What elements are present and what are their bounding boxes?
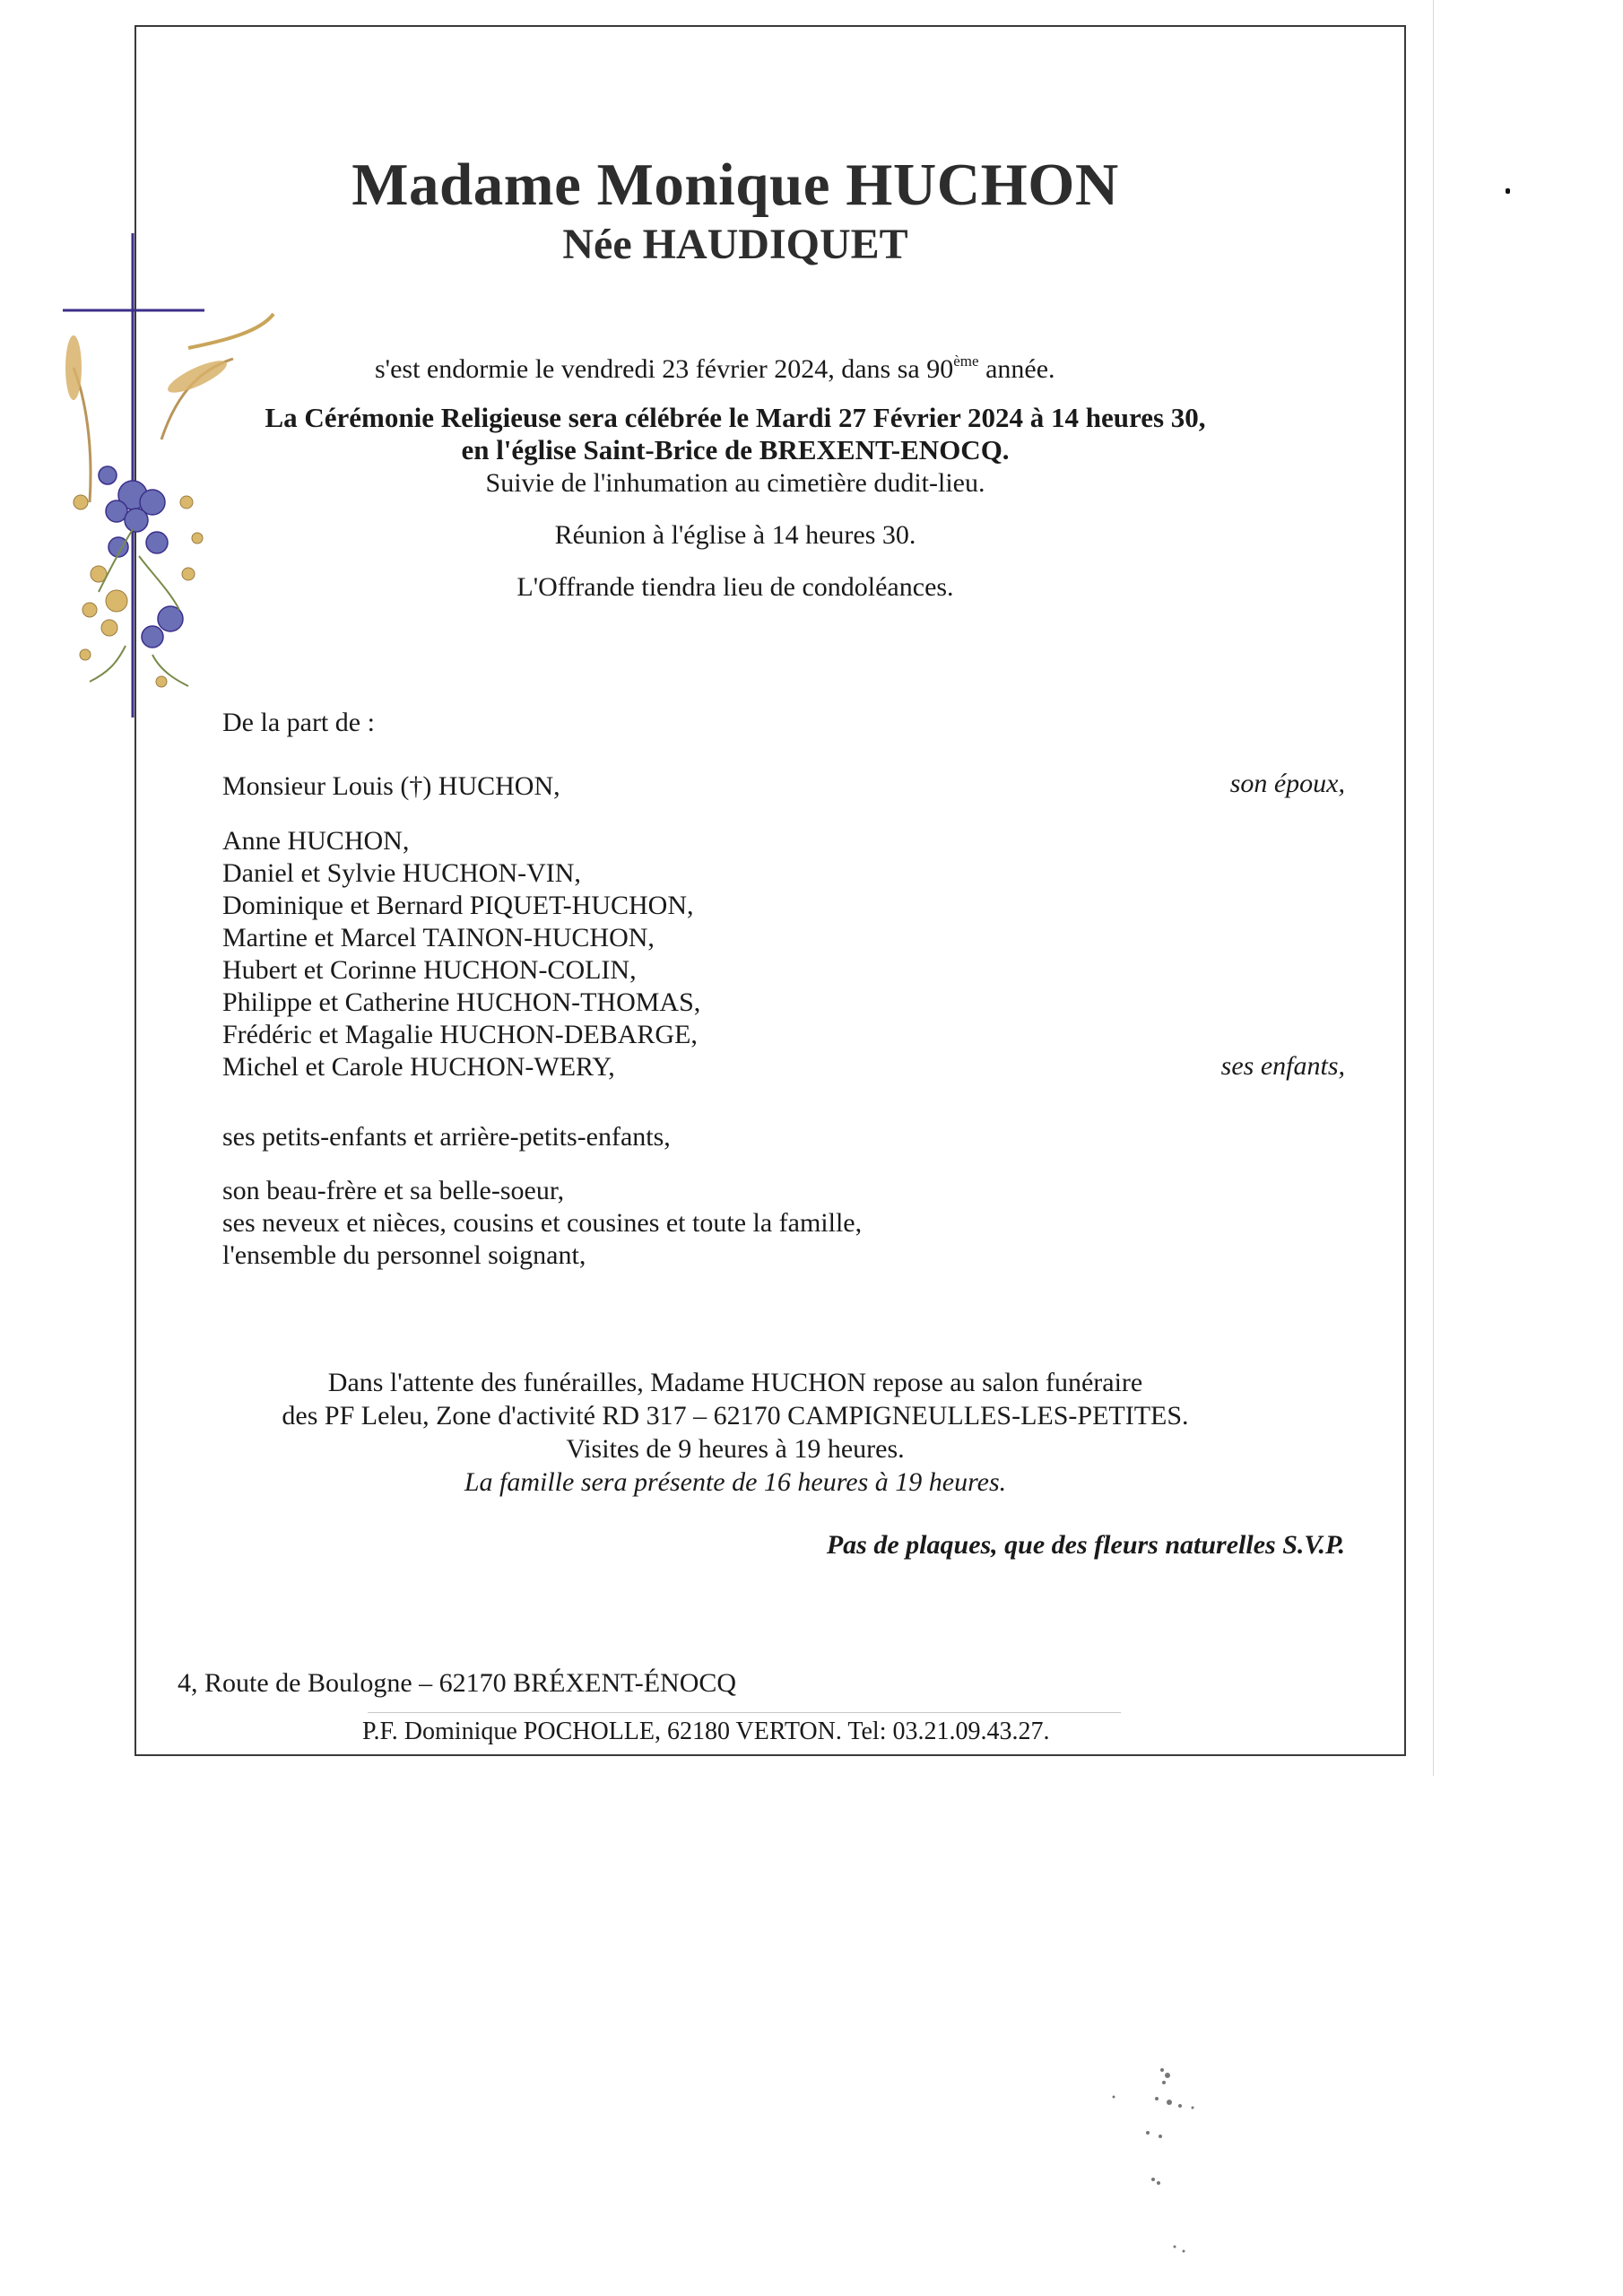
children-relation: ses enfants,	[1220, 1051, 1345, 1081]
family-intro: De la part de :	[222, 708, 375, 737]
footer-divider	[368, 1712, 1121, 1713]
deceased-name: Madame Monique HUCHON	[352, 152, 1119, 218]
death-text-end: année.	[978, 354, 1055, 384]
list-item: Anne HUCHON,	[222, 826, 410, 856]
list-item: Hubert et Corinne HUCHON-COLIN,	[222, 955, 637, 985]
list-item: Martine et Marcel TAINON-HUCHON,	[222, 923, 655, 952]
death-text: s'est endormie le vendredi 23 février 2024, dans sa 90	[375, 354, 954, 384]
list-item: Philippe et Catherine HUCHON-THOMAS,	[222, 987, 701, 1017]
family-address: 4, Route de Boulogne – 62170 BRÉXENT-ÉNOCQ	[178, 1668, 737, 1698]
offering-line: L'Offrande tiendra lieu de condoléances.	[516, 572, 954, 602]
visitation-line-3: Visites de 9 heures à 19 heures.	[566, 1434, 905, 1464]
spouse-relation: son époux,	[1229, 769, 1345, 798]
flowers-note: Pas de plaques, que des fleurs naturelles S.V.P.	[826, 1530, 1345, 1560]
list-item: Daniel et Sylvie HUCHON-VIN,	[222, 858, 581, 888]
ordinal-suffix: ème	[953, 352, 979, 370]
visitation-line-2: des PF Leleu, Zone d'activité RD 317 – 62170 CAMPIGNEULLES-LES-PETITES.	[282, 1401, 1189, 1431]
scan-edge-line	[1433, 0, 1434, 1776]
birth-name: Née HAUDIQUET	[562, 221, 908, 268]
ceremony-line-2: en l'église Saint-Brice de BREXENT-ENOCQ.	[461, 434, 1010, 465]
meeting-line: Réunion à l'église à 14 heures 30.	[554, 520, 916, 550]
scan-specks	[1094, 2063, 1309, 2260]
death-announcement	[375, 352, 1055, 385]
children-list	[222, 825, 700, 1083]
grandchildren-line: ses petits-enfants et arrière-petits-enfants,	[222, 1122, 671, 1152]
visitation-line-1: Dans l'attente des funérailles, Madame HUCHON repose au salon funéraire	[327, 1368, 1143, 1397]
list-item: Frédéric et Magalie HUCHON-DEBARGE,	[222, 1020, 698, 1049]
other-relatives-list	[222, 1175, 862, 1272]
list-item: ses neveux et nièces, cousins et cousines et toute la famille,	[222, 1208, 863, 1238]
list-item: l'ensemble du personnel soignant,	[222, 1240, 586, 1270]
ceremony-line-1: La Cérémonie Religieuse sera célébrée le Mardi 27 Février 2024 à 14 heures 30,	[265, 402, 1206, 433]
spouse-name: Monsieur Louis (†) HUCHON,	[222, 771, 560, 801]
list-item: Michel et Carole HUCHON-WERY,	[222, 1052, 615, 1082]
list-item: son beau-frère et sa belle-soeur,	[222, 1176, 565, 1205]
burial-line: Suivie de l'inhumation au cimetière dudit-lieu.	[485, 468, 985, 498]
visitation-line-4: La famille sera présente de 16 heures à 19 heures.	[464, 1467, 1007, 1497]
funeral-home-line: P.F. Dominique POCHOLLE, 62180 VERTON. Tel: 03.21.09.43.27.	[362, 1718, 1050, 1745]
scan-speck	[1506, 188, 1510, 194]
list-item: Dominique et Bernard PIQUET-HUCHON,	[222, 891, 694, 920]
